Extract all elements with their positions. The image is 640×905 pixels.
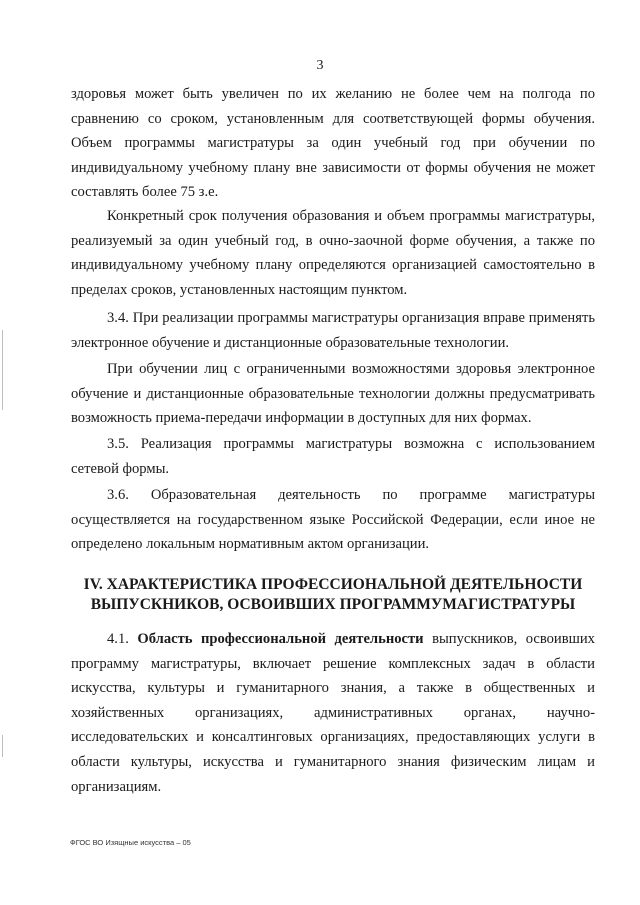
paragraph-4-1-text: выпускников, освоивших программу магистратуры, включает решение комплексных задач в области искусства, культуры и гуманитарного знания, а также в общественных и хозяйственных организациях, административных органах, научно-исследовательских и консалтинговых организациях, предоставляющих услуги в области культуры, искусства и гуманитарного знания физическим лицам и организациям. xyxy=(71,631,595,795)
page-footer: ФГОС ВО Изящные искусства – 05 xyxy=(70,838,191,847)
paragraph-4-1 xyxy=(71,627,595,799)
paragraph-3-6: 3.6. Образовательная деятельность по программе магистратуры осуществляется на государственном языке Российской Федерации, если иное не определено локальным нормативным актом организации. xyxy=(71,487,595,553)
paragraph-4-1-bold-term: Область профессиональной деятельности xyxy=(137,631,424,647)
section-heading-line-2: ВЫПУСКНИКОВ, ОСВОИВШИХ ПРОГРАММУМАГИСТРАТУРЫ xyxy=(90,596,576,613)
section-heading-iv xyxy=(71,575,595,615)
section-heading-line-1: IV. ХАРАКТЕРИСТИКА ПРОФЕССИОНАЛЬНОЙ ДЕЯТЕЛЬНОСТИ xyxy=(83,576,583,593)
paragraph-4-1-number: 4.1. xyxy=(107,631,129,647)
paragraph-disabilities: При обучении лиц с ограниченными возможностями здоровья электронное обучение и дистанционные образовательные технологии должны предусматривать возможность приема-передачи информации в доступных для них формах. xyxy=(71,361,595,427)
paragraph-specific-duration: Конкретный срок получения образования и объем программы магистратуры, реализуемый за один учебный год, в очно-заочной форме обучения, а также по индивидуальному учебному плану определяются организацией самостоятельно в пределах сроков, установленных настоящим пунктом. xyxy=(71,208,595,298)
paragraph-study-duration-continued: здоровья может быть увеличен по их желанию не более чем на полгода по сравнению со сроком, установленным для соответствующей формы обучения. Объем программы магистратуры за один учебный год при обучении по индивидуальному учебному плану вне зависимости от формы обучения не может составлять более 75 з.е. xyxy=(71,86,595,201)
scan-margin-mark xyxy=(2,735,3,757)
paragraph-3-4: 3.4. При реализации программы магистратуры организация вправе применять электронное обучение и дистанционные образовательные технологии. xyxy=(71,310,595,351)
page-number: 3 xyxy=(316,58,324,73)
paragraph-3-5: 3.5. Реализация программы магистратуры возможна с использованием сетевой формы. xyxy=(71,436,595,477)
scan-margin-mark xyxy=(2,330,3,410)
